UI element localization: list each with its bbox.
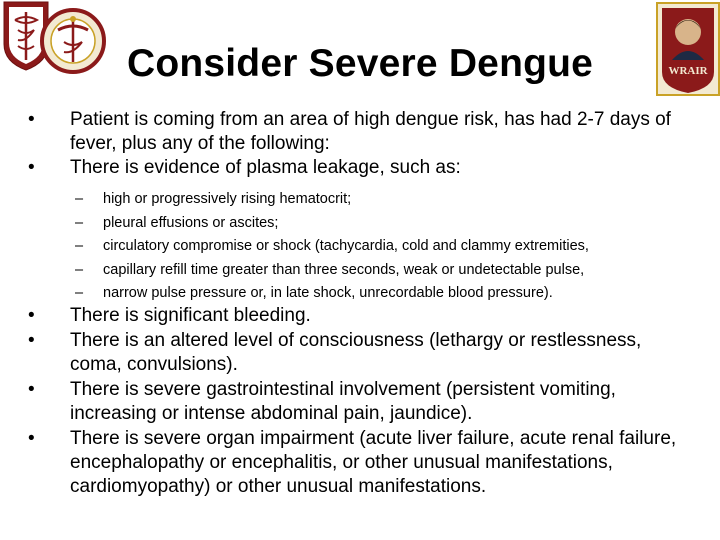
bullet-marker: • <box>28 379 35 400</box>
slide-title: Consider Severe Dengue <box>126 42 594 85</box>
sub-bullet-text: high or progressively rising hematocrit; <box>103 191 352 207</box>
bullet-item <box>26 304 696 328</box>
sub-bullet-text: narrow pulse pressure or, in late shock, unrecordable blood pressure). <box>103 285 553 302</box>
bullet-list-bottom <box>26 304 696 500</box>
bullet-item <box>26 156 696 180</box>
dash-marker: – <box>75 285 84 302</box>
dash-marker: – <box>75 191 84 207</box>
bullet-text: There is evidence of plasma leakage, such as: <box>70 157 461 178</box>
bullet-text: There is an altered level of consciousness (lethargy or restlessness, coma, convulsions). <box>70 330 642 375</box>
bullet-marker: • <box>28 109 35 130</box>
bullet-item <box>26 108 696 156</box>
dash-marker: – <box>75 214 84 231</box>
sub-bullet-text: capillary refill time greater than three seconds, weak or undetectable pulse, <box>103 261 585 278</box>
bullet-item <box>26 329 696 377</box>
sub-bullet-item <box>0 282 720 306</box>
bullet-marker: • <box>28 305 35 326</box>
bullet-text: There is significant bleeding. <box>70 305 311 326</box>
sub-bullet-text: circulatory compromise or shock (tachycardia, cold and clammy extremities, <box>103 238 589 255</box>
dash-marker: – <box>75 238 84 255</box>
sub-bullet-item <box>0 259 720 283</box>
bullet-item <box>26 378 696 426</box>
sub-bullet-item <box>0 212 720 236</box>
sub-bullet-list <box>0 188 720 306</box>
bullet-marker: • <box>28 428 35 449</box>
sub-bullet-item <box>0 235 720 259</box>
bullet-item <box>26 427 696 499</box>
bullet-text: There is severe organ impairment (acute liver failure, acute renal failure, encephalopathy or encephalitis, or other unusual manifestations, cardiomyopathy) or other unusual manifestations. <box>70 428 677 497</box>
bullet-list-top <box>26 108 696 180</box>
wrair-logo-text: WRAIR <box>668 65 708 77</box>
bullet-text: Patient is coming from an area of high dengue risk, has had 2-7 days of fever, plus any of the following: <box>70 109 671 154</box>
bullet-text: There is severe gastrointestinal involvement (persistent vomiting, increasing or intense abdominal pain, jaundice). <box>70 379 616 424</box>
sub-bullet-text: pleural effusions or ascites; <box>103 214 279 231</box>
bullet-marker: • <box>28 330 35 351</box>
sub-bullet-item <box>0 188 720 212</box>
bullet-marker: • <box>28 157 35 178</box>
dash-marker: – <box>75 261 84 278</box>
